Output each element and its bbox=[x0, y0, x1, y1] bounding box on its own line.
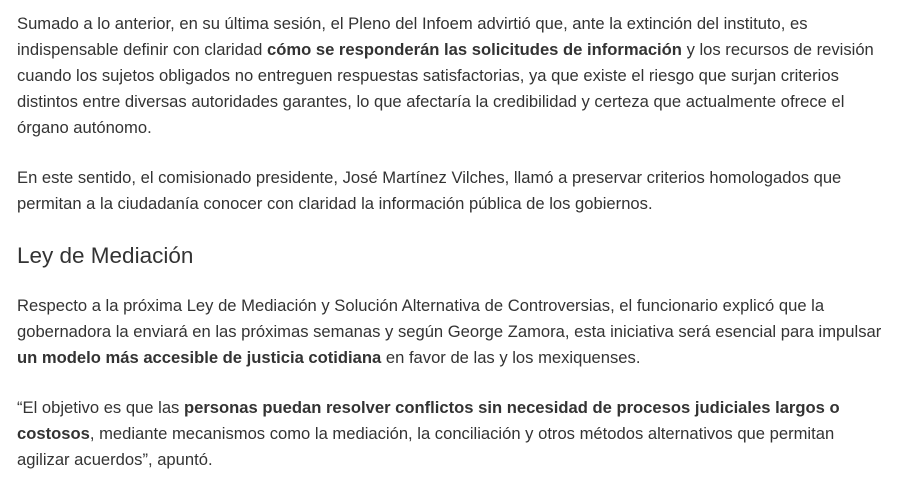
paragraph-infoem-warning bbox=[17, 11, 889, 141]
emphasis-text: un modelo más accesible de justicia cotidiana bbox=[17, 348, 382, 367]
paragraph-text: y los recursos de revisión cuando los sujetos obligados no entreguen respuestas satisfactorias, ya que existe el riesgo que surjan criterios distintos entre diversas autoridades garantes, lo que afectaría la credibilidad y certeza que actualmente ofrece el órgano autónomo. bbox=[17, 40, 874, 137]
emphasis-text: cómo se responderán las solicitudes de información bbox=[266, 40, 682, 59]
paragraph-text: en favor de las y los mexiquenses. bbox=[381, 348, 641, 367]
paragraph-text: Respecto a la próxima Ley de Mediación y Solución Alternativa de Controversias, el funcionario explicó que la gobernadora la enviará en las próximas semanas y según George Zamora, esta iniciativa será esencial para impulsar bbox=[17, 296, 882, 341]
paragraph-mediation-law bbox=[17, 293, 889, 371]
emphasis-text: personas puedan resolver conflictos sin necesidad de procesos judiciales largos o costosos bbox=[17, 398, 840, 443]
paragraph-quote bbox=[17, 395, 889, 473]
paragraph-president-call bbox=[17, 165, 889, 217]
paragraph-text: En este sentido, el comisionado presidente, José Martínez Vilches, llamó a preservar criterios homologados que permitan a la ciudadanía conocer con claridad la información pública de los gobiernos. bbox=[17, 168, 842, 213]
paragraph-text: , mediante mecanismos como la mediación, la conciliación y otros métodos alternativos que permitan agilizar acuerdos”, apuntó. bbox=[17, 424, 835, 469]
paragraph-text: “El objetivo es que las bbox=[17, 398, 184, 417]
paragraph-text: Sumado a lo anterior, en su última sesión, el Pleno del Infoem advirtió que, ante la extinción del instituto, es indispensable definir con claridad bbox=[17, 14, 808, 59]
section-heading: Ley de Mediación bbox=[17, 243, 194, 268]
